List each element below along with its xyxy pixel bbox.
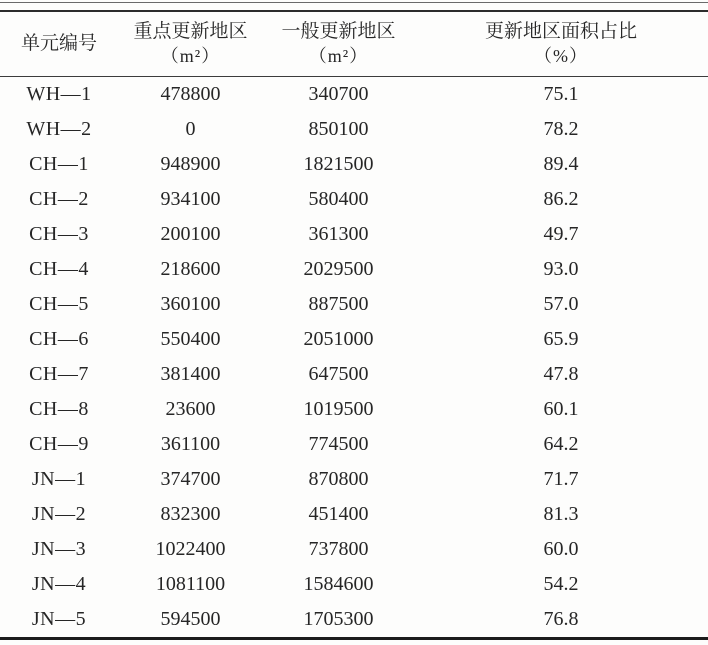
table-row	[0, 252, 708, 287]
cell-general-area: 1584600	[303, 573, 374, 595]
table-row	[0, 392, 708, 427]
cell-key-area: 0	[185, 118, 196, 140]
cell-key-area: 550400	[160, 328, 221, 350]
cell-ratio: 81.3	[543, 503, 579, 525]
header-key-area-unit: （m²）	[160, 45, 221, 66]
table-row	[0, 217, 708, 252]
cell-unit-id: WH—1	[26, 83, 92, 105]
cell-key-area: 934100	[160, 188, 221, 210]
cell-unit-id: CH—9	[29, 433, 89, 455]
table-body	[0, 77, 708, 639]
cell-key-area: 1081100	[155, 573, 226, 595]
cell-unit-id: JN—3	[31, 538, 87, 560]
table-row	[0, 567, 708, 602]
cell-ratio: 76.8	[543, 608, 579, 630]
cell-key-area: 218600	[160, 258, 221, 280]
cell-ratio: 71.7	[543, 468, 579, 490]
cell-general-area: 1705300	[303, 608, 374, 630]
cell-key-area: 948900	[160, 153, 221, 175]
cell-general-area: 2051000	[303, 328, 374, 350]
cell-key-area: 832300	[160, 503, 221, 525]
table-row	[0, 77, 708, 113]
header-row	[0, 11, 708, 77]
cell-key-area: 360100	[160, 293, 221, 315]
header-general-area-label: 一般更新地区	[281, 20, 396, 42]
cell-ratio: 47.8	[543, 363, 579, 385]
header-ratio	[414, 11, 708, 77]
cell-ratio: 65.9	[543, 328, 579, 350]
top-thin-rule	[0, 2, 708, 3]
cell-key-area: 374700	[160, 468, 221, 490]
cell-ratio: 93.0	[543, 258, 579, 280]
cell-general-area: 737800	[308, 538, 369, 560]
cell-ratio: 64.2	[543, 433, 579, 455]
table-row	[0, 357, 708, 392]
table-row	[0, 147, 708, 182]
cell-ratio: 86.2	[543, 188, 579, 210]
header-key-area-label: 重点更新地区	[133, 20, 248, 42]
cell-key-area: 381400	[160, 363, 221, 385]
cell-unit-id: CH—3	[29, 223, 89, 245]
cell-ratio: 75.1	[543, 83, 579, 105]
table-row	[0, 602, 708, 639]
cell-ratio: 49.7	[543, 223, 579, 245]
cell-unit-id: WH—2	[26, 118, 92, 140]
table-row	[0, 322, 708, 357]
cell-unit-id: CH—2	[29, 188, 89, 210]
cell-general-area: 580400	[308, 188, 369, 210]
table-row	[0, 112, 708, 147]
header-general-area	[263, 11, 414, 77]
cell-general-area: 774500	[308, 433, 369, 455]
cell-general-area: 1019500	[303, 398, 374, 420]
cell-ratio: 78.2	[543, 118, 579, 140]
table-row	[0, 532, 708, 567]
cell-ratio: 60.1	[543, 398, 579, 420]
cell-unit-id: JN—4	[31, 573, 87, 595]
cell-key-area: 594500	[160, 608, 221, 630]
cell-general-area: 870800	[308, 468, 369, 490]
cell-unit-id: JN—5	[31, 608, 87, 630]
cell-general-area: 2029500	[303, 258, 374, 280]
cell-ratio: 54.2	[543, 573, 579, 595]
table-row	[0, 287, 708, 322]
cell-general-area: 451400	[308, 503, 369, 525]
table-row	[0, 427, 708, 462]
cell-general-area: 647500	[308, 363, 369, 385]
header-ratio-label: 更新地区面积占比	[484, 20, 637, 42]
header-general-area-unit: （m²）	[308, 45, 369, 66]
table-header	[0, 11, 708, 77]
cell-unit-id: CH—8	[29, 398, 89, 420]
table-row	[0, 182, 708, 217]
cell-key-area: 478800	[160, 83, 221, 105]
header-unit-id-label: 单元编号	[20, 32, 97, 54]
cell-ratio: 60.0	[543, 538, 579, 560]
cell-ratio: 57.0	[543, 293, 579, 315]
header-key-area	[118, 11, 263, 77]
cell-key-area: 23600	[165, 398, 216, 420]
cell-unit-id: CH—7	[29, 363, 89, 385]
cell-key-area: 200100	[160, 223, 221, 245]
cell-key-area: 361100	[160, 433, 221, 455]
cell-unit-id: CH—4	[29, 258, 89, 280]
cell-unit-id: CH—1	[29, 153, 89, 175]
update-area-table	[0, 10, 708, 640]
cell-general-area: 887500	[308, 293, 369, 315]
cell-unit-id: CH—5	[29, 293, 89, 315]
cell-unit-id: CH—6	[29, 328, 89, 350]
header-unit-id	[0, 11, 118, 77]
cell-general-area: 1821500	[303, 153, 374, 175]
cell-key-area: 1022400	[155, 538, 226, 560]
table-row	[0, 497, 708, 532]
cell-unit-id: JN—2	[31, 503, 87, 525]
cell-unit-id: JN—1	[31, 468, 87, 490]
cell-general-area: 850100	[308, 118, 369, 140]
header-ratio-unit: （%）	[534, 45, 588, 66]
cell-general-area: 340700	[308, 83, 369, 105]
cell-general-area: 361300	[308, 223, 369, 245]
table-row	[0, 462, 708, 497]
cell-ratio: 89.4	[543, 153, 579, 175]
